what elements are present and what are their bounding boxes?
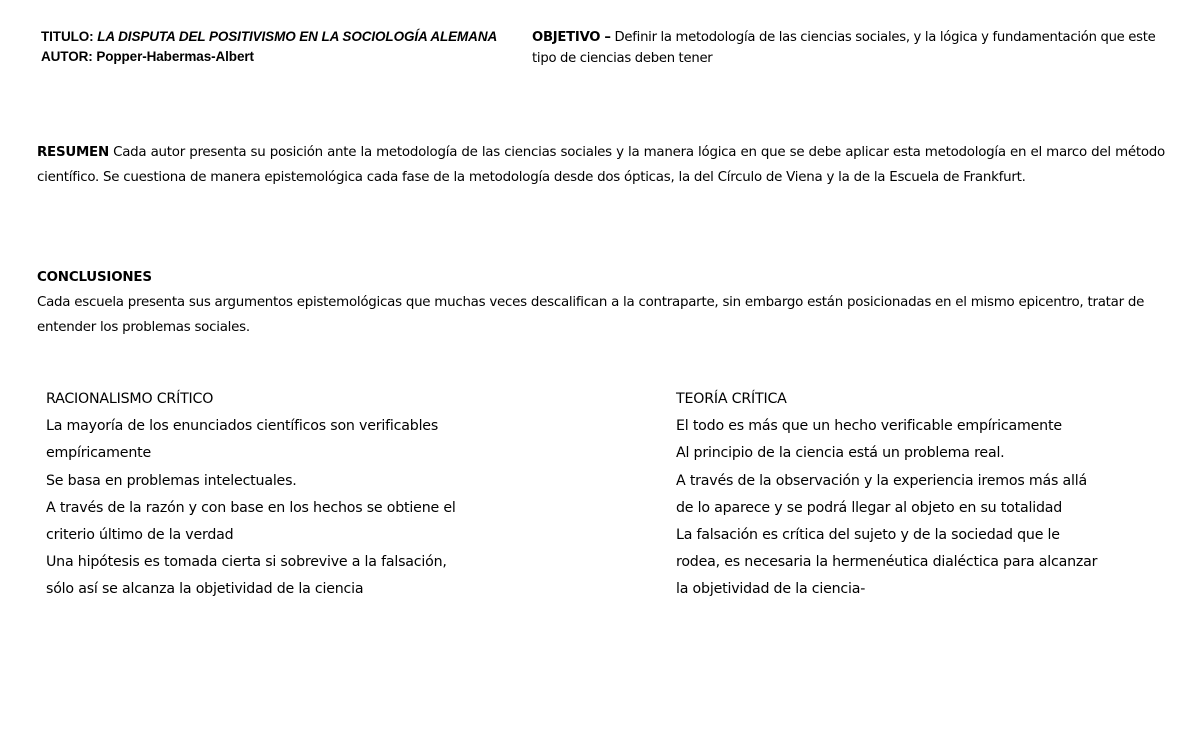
conclusiones-paragraph: Cada escuela presenta sus argumentos epistemológicas que muchas veces descalifican a la contraparte, sin embargo están posicionadas en el mismo epicentro, tratar de entender los problemas sociales. (37, 294, 1145, 335)
column-right-line: la objetividad de la ciencia- (676, 581, 866, 598)
column-right-line: Al principio de la ciencia está un problema real. (676, 445, 1005, 462)
author-label: AUTOR: (41, 49, 93, 64)
resumen-text: Cada autor presenta su posición ante la metodología de las ciencias sociales y la manera lógica en que se debe aplicar esta metodología en el marco del método científico. Se cuestiona de manera epistemológica cada fase de la metodología desde dos ópticas, la del Círculo de Viena y la de la Escuela de Frankfurt. (37, 145, 1165, 185)
author-line (41, 47, 531, 67)
resumen-section (37, 141, 1165, 191)
column-right-title: TEORÍA CRÍTICA (676, 391, 787, 407)
column-right-line: A través de la observación y la experiencia iremos más allá (676, 472, 1087, 489)
column-left-line: Se basa en problemas intelectuales. (46, 472, 297, 489)
column-right-line: La falsación es crítica del sujeto y de la sociedad que le (676, 527, 1060, 544)
objective-paragraph (532, 27, 1172, 69)
document-header (0, 27, 1200, 69)
column-left-line: empíricamente (46, 445, 151, 462)
column-left-line: La mayoría de los enunciados científicos son verificables (46, 418, 439, 435)
column-left-line: A través de la razón y con base en los hechos se obtiene el (46, 499, 456, 516)
column-right-line: rodea, es necesaria la hermenéutica dialéctica para alcanzar (676, 554, 1098, 571)
header-left-block (41, 27, 531, 67)
column-right-line: El todo es más que un hecho verificable empíricamente (676, 418, 1062, 435)
column-left-lines (46, 413, 646, 603)
column-left-title: RACIONALISMO CRÍTICO (46, 391, 214, 407)
conclusiones-body (37, 291, 1165, 341)
column-left-line: Una hipótesis es tomada cierta si sobrevive a la falsación, (46, 554, 447, 571)
column-teoria-critica (676, 386, 1176, 604)
comparison-columns (0, 386, 1200, 604)
conclusiones-heading: CONCLUSIONES (37, 270, 152, 285)
column-right-line: de lo aparece y se podrá llegar al objeto en su totalidad (676, 499, 1063, 516)
header-right-block (532, 27, 1172, 69)
objective-text: Definir la metodología de las ciencias sociales, y la lógica y fundamentación que este tipo de ciencias deben tener (532, 30, 1156, 66)
author-value: Popper-Habermas-Albert (96, 49, 254, 64)
objective-label: OBJETIVO – (532, 30, 611, 45)
column-left-line: criterio último de la verdad (46, 527, 234, 544)
title-line (41, 27, 531, 47)
column-right-lines (676, 413, 1176, 603)
column-left-line: sólo así se alcanza la objetividad de la ciencia (46, 581, 364, 598)
resumen-label: RESUMEN (37, 145, 109, 160)
conclusiones-section (37, 266, 1167, 340)
resumen-paragraph (37, 141, 1165, 191)
title-label: TITULO: (41, 29, 94, 44)
title-value: LA DISPUTA DEL POSITIVISMO EN LA SOCIOLOGÍA ALEMANA (97, 29, 498, 44)
column-racionalismo-critico (46, 386, 646, 604)
